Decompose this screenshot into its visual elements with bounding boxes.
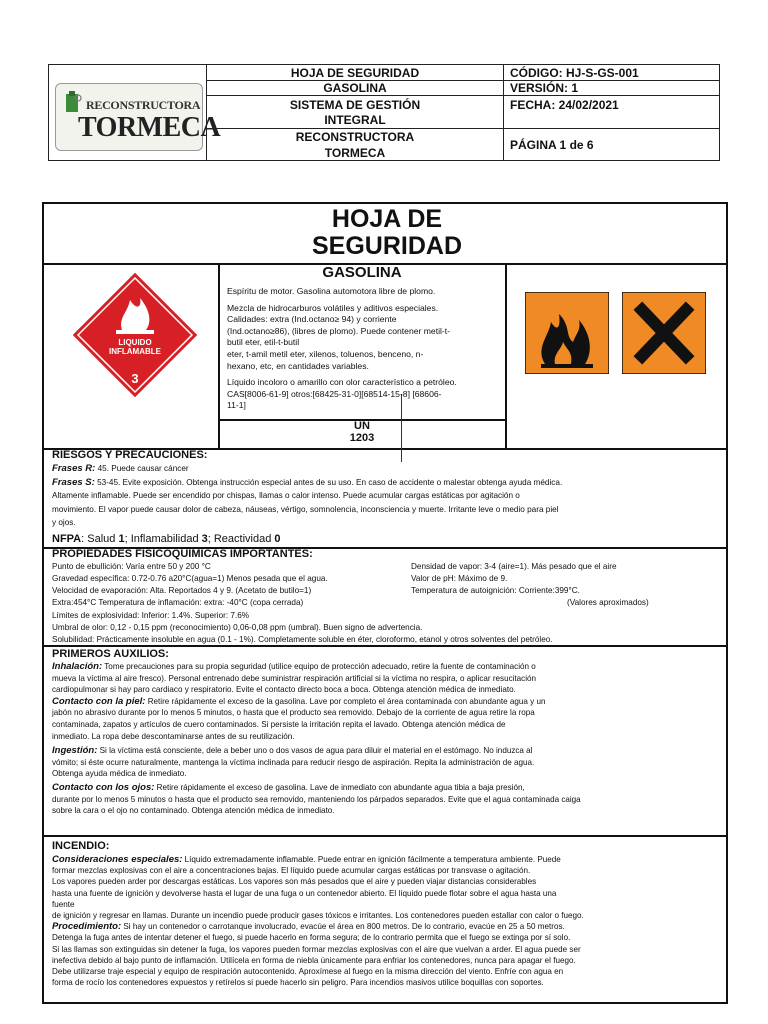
desc-line: Líquido incoloro o amarillo con olor característico a petróleo. bbox=[227, 377, 457, 388]
fire-line: hasta una fuente de ignición y devolverse hasta el lugar de una fuga o un contenedor abierto. El líquido puede flotar sobre el agua hasta una bbox=[52, 888, 557, 898]
properties-right bbox=[411, 561, 711, 609]
safety-sheet-frame bbox=[42, 202, 728, 1004]
nfpa-text: ; Reactividad bbox=[207, 533, 275, 545]
property-line: Temperatura de autoignición: Corriente:399°C. bbox=[411, 586, 580, 595]
property-line: Extra:454°C Temperatura de inflamación: extra: -40°C (copa cerrada) bbox=[52, 598, 304, 607]
nfpa-flammability: 3 bbox=[201, 533, 208, 545]
header-system-line1: SISTEMA DE GESTIÓN bbox=[289, 98, 421, 112]
diamond-class-number: 3 bbox=[131, 371, 139, 386]
desc-line: Mezcla de hidrocarburos volátiles y aditivos especiales. bbox=[227, 302, 439, 313]
first-aid-line: Retire rápidamente el exceso de la gasolina. Lave por completo el área contaminada con abundante agua y un bbox=[147, 696, 546, 706]
product-name: GASOLINA bbox=[322, 264, 402, 281]
section-heading-fire: INCENDIO: bbox=[52, 840, 110, 852]
sheet-title-line2: SEGURIDAD bbox=[311, 232, 462, 260]
skin-contact-label: Contacto con la piel: bbox=[52, 695, 146, 707]
special-considerations-label: Consideraciones especiales: bbox=[52, 854, 183, 865]
properties-left bbox=[52, 561, 422, 609]
fire-line: Si las llamas son extinguidas sin detener la fuga, los vapores pueden formar mezclas explosivas con el aire que vuelvan a arder. El agua puede ser bbox=[52, 944, 581, 954]
inhalation-label: Inhalación: bbox=[52, 661, 103, 672]
first-aid-line: durante por lo menos 5 minutos o hasta que el producto sea removido, manteniendo los párpados separados. Evite que el agua contaminada caiga bbox=[52, 794, 581, 804]
fire-line: Detenga la fuga antes de intentar detener el fuego, si puede hacerlo en forma segura; de lo contrario permita que el fuego se extinga por sí solo. bbox=[52, 933, 571, 943]
fire-line: forma de rocío los contenedores expuestos y retírelos si puede hacerlo sin peligro. Para incendios masivos utilice boquillas con soportes. bbox=[52, 978, 544, 988]
logo-text-main: TORMECA bbox=[78, 112, 221, 143]
fire-line: Debe utilizarse traje especial y equipo de respiración autocontenido. Aproxímese al fuego en la misma dirección del viento. Enfríe con agua en bbox=[52, 967, 564, 977]
property-line: Solubilidad: Prácticamente insoluble en agua (0.1 - 1%). Completamente soluble en éter, cloroformo, etanol y otros solventes del petróleo. bbox=[52, 635, 553, 644]
first-aid-line: jabón no abrasivo durante por lo menos 5 minutos, o hasta que el producto sea removido. Debajo de la corriente de agua retire la ropa bbox=[52, 708, 535, 718]
product-description bbox=[227, 286, 499, 412]
ingestion-label: Ingestión: bbox=[52, 745, 98, 757]
nfpa-label: NFPA bbox=[52, 533, 82, 545]
first-aid-line: Si la víctima está consciente, dele a beber uno o dos vasos de agua para diluir el material en el estómago. No induzca al bbox=[99, 746, 533, 756]
first-aid-line: Obtenga ayuda médica de inmediato. bbox=[52, 769, 187, 779]
header-company-line2: TORMECA bbox=[324, 146, 386, 160]
section-heading-first-aid: PRIMEROS AUXILIOS: bbox=[52, 648, 169, 660]
desc-line: Espíritu de motor. Gasolina automotora libre de plomo. bbox=[227, 286, 436, 296]
nfpa-rating bbox=[52, 533, 281, 545]
diamond-label-line2: INFLAMABLE bbox=[109, 347, 161, 356]
fire-line: Si hay un contenedor o carrotanque involucrado, evacúe el área en 800 metros. De lo contrario, evacúe en 25 a 50 metros. bbox=[123, 922, 565, 932]
header-version: VERSIÓN: 1 bbox=[510, 81, 579, 95]
property-line: (Valores aproximados) bbox=[567, 598, 649, 607]
first-aid-line: Retire rápidamente el exceso de gasolina. Lave de inmediato con abundante agua tibia a baja presión, bbox=[156, 782, 525, 792]
frases-s-label: Frases S: bbox=[52, 476, 95, 488]
un-label: UN bbox=[354, 420, 370, 432]
fire-line: Los vapores pueden arder por descargas estáticas. Los vapores son más pesados que el aire y pueden viajar distancias considerables bbox=[52, 877, 537, 887]
header-company-line1: RECONSTRUCTORA bbox=[295, 130, 415, 144]
property-line: Límites de explosividad: Inferior: 1.4%. Superior: 7.6% bbox=[52, 611, 250, 620]
nfpa-reactivity: 0 bbox=[274, 533, 281, 545]
header-system-line2: INTEGRAL bbox=[324, 113, 386, 127]
procedure-label: Procedimiento: bbox=[52, 921, 122, 933]
desc-line: Calidades: extra (Ind.octano≥ 94) y corriente bbox=[227, 314, 397, 325]
frases-r-label: Frases R: bbox=[52, 463, 96, 474]
logo-text-top: RECONSTRUCTORA bbox=[86, 98, 201, 112]
fire-line: de ignición y regresar en llamas. Durante un incendio puede producir gases tóxicos e irritantes. Los contenedores pueden estallar con calor o fuego. bbox=[52, 911, 584, 921]
first-aid-line: contaminada, zapatos y artículos de cuero contaminados. Si persiste la irritación repita el lavado. Obtenga atención médica de bbox=[52, 719, 506, 729]
desc-line: eter, t-amil metil eter, xilenos, toluenos, benceno, n- bbox=[227, 348, 424, 359]
fire-line: Líquido extremadamente inflamable. Puede entrar en ignición fácilmente a temperatura ambiente. Puede bbox=[184, 855, 561, 864]
property-line: Gravedad específica: 0.72-0.76 a20°C(agua=1) Menos pesada que el agua. bbox=[52, 574, 328, 583]
header-date: FECHA: 24/02/2021 bbox=[510, 98, 619, 112]
header-page: PÁGINA 1 de 6 bbox=[510, 138, 594, 152]
first-aid-body bbox=[52, 661, 722, 817]
header-doc-type: HOJA DE SEGURIDAD bbox=[290, 66, 420, 80]
nfpa-text: ; Inflamabilidad bbox=[124, 533, 202, 545]
logo-icon bbox=[64, 90, 82, 114]
section-heading-risks: RIESGOS Y PRECAUCIONES: bbox=[52, 449, 208, 461]
desc-line: CAS[8006-61-9] otros:[68425-31-0][68514-15-8] [68606- bbox=[227, 388, 442, 399]
un-code: 1203 bbox=[349, 432, 375, 444]
property-line: Valor de pH: Máximo de 9. bbox=[411, 574, 508, 583]
risks-body bbox=[52, 462, 720, 530]
risks-line: movimiento. El vapor puede causar dolor de cabeza, náuseas, vértigo, somnolencia, inconsciencia y muerte. Irritante leve o medio para piel bbox=[52, 504, 559, 514]
section-heading-properties: PROPIEDADES FISICOQUIMICAS IMPORTANTES: bbox=[52, 548, 313, 560]
fire-line: fuente bbox=[52, 899, 75, 909]
eye-contact-label: Contacto con los ojos: bbox=[52, 781, 155, 793]
document-header bbox=[48, 64, 720, 161]
property-line: Densidad de vapor: 3-4 (aire=1). Más pesado que el aire bbox=[411, 562, 617, 571]
frases-s-text: 53-45. Evite exposición. Obtenga instrucción especial antes de su uso. En caso de accidente o malestar obtenga ayuda médica. bbox=[97, 477, 563, 487]
diamond-label-line1: LIQUIDO bbox=[118, 338, 152, 347]
desc-line: hexano, etc, en cantidades variables. bbox=[227, 360, 369, 371]
first-aid-line: vómito; si éste ocurre naturalmente, mantenga la víctima inclinada para reducir riesgo de aspiración. Repita la administración de agua. bbox=[52, 757, 535, 767]
risks-line: Altamente inflamable. Puede ser encendido por chispas, llamas o calor intenso. Puede acumular cargas estáticas por agitación o bbox=[52, 491, 520, 501]
sheet-title-line1: HOJA DE bbox=[331, 205, 443, 233]
first-aid-line: mueva la víctima al aire fresco). Personal entrenado debe suministrar respiración artificial si la víctima no respira, o aplicar resucitación bbox=[52, 673, 537, 683]
flammable-pictogram bbox=[525, 292, 609, 374]
first-aid-line: Tome precauciones para su propia seguridad (utilice equipo de protección adecuado, retire la fuente de contaminación o bbox=[104, 662, 536, 671]
company-logo bbox=[55, 83, 221, 151]
header-product: GASOLINA bbox=[323, 81, 387, 95]
property-line: Velocidad de evaporación: Alta. Reportados 4 y 9. (Acetato de butilo=1) bbox=[52, 586, 312, 595]
properties-bottom bbox=[52, 610, 722, 646]
first-aid-line: inmediato. La ropa debe descontaminarse antes de su reutilización. bbox=[52, 731, 295, 741]
first-aid-line: sobre la cara o el ojo no contaminado. Obtenga atención médica de inmediato. bbox=[52, 806, 335, 816]
property-line: Punto de ebullición: Varía entre 50 y 200 °C bbox=[52, 562, 211, 571]
property-line: Umbral de olor: 0,12 - 0,15 ppm (reconocimiento) 0,06-0,08 ppm (umbral). Buen signo de advertencia. bbox=[52, 623, 423, 632]
fire-line: formar mezclas explosivas con el aire a concentraciones bajas. El líquido puede acumular cargas estáticas por transvase o agitación. bbox=[52, 866, 531, 876]
desc-line: butil eter, etil-t-butil bbox=[227, 337, 300, 348]
fire-body bbox=[52, 854, 724, 988]
fire-line: inefectiva debido al bajo punto de inflamación. Utilícela en forma de niebla únicamente para enfriar los contenedores, nunca para apagar el fuego. bbox=[52, 955, 576, 965]
frases-r-text: 45. Puede causar cáncer bbox=[97, 464, 189, 473]
desc-line: 11-1] bbox=[227, 400, 246, 411]
un-number bbox=[220, 420, 504, 444]
header-code: CÓDIGO: HJ-S-GS-001 bbox=[510, 66, 639, 80]
desc-line: (Ind.octano≥86), (libres de plomo). Puede contener metil-t- bbox=[227, 325, 451, 336]
risks-line: y ojos. bbox=[52, 518, 76, 528]
nfpa-health: 1 bbox=[118, 533, 125, 545]
nfpa-text: : Salud bbox=[81, 533, 119, 545]
harmful-pictogram bbox=[622, 292, 706, 374]
first-aid-line: cardiopulmonar si hay paro cardiaco y respiratorio. Evite el contacto directo boca a boca. Obtenga atención médica de inmediato. bbox=[52, 685, 516, 695]
